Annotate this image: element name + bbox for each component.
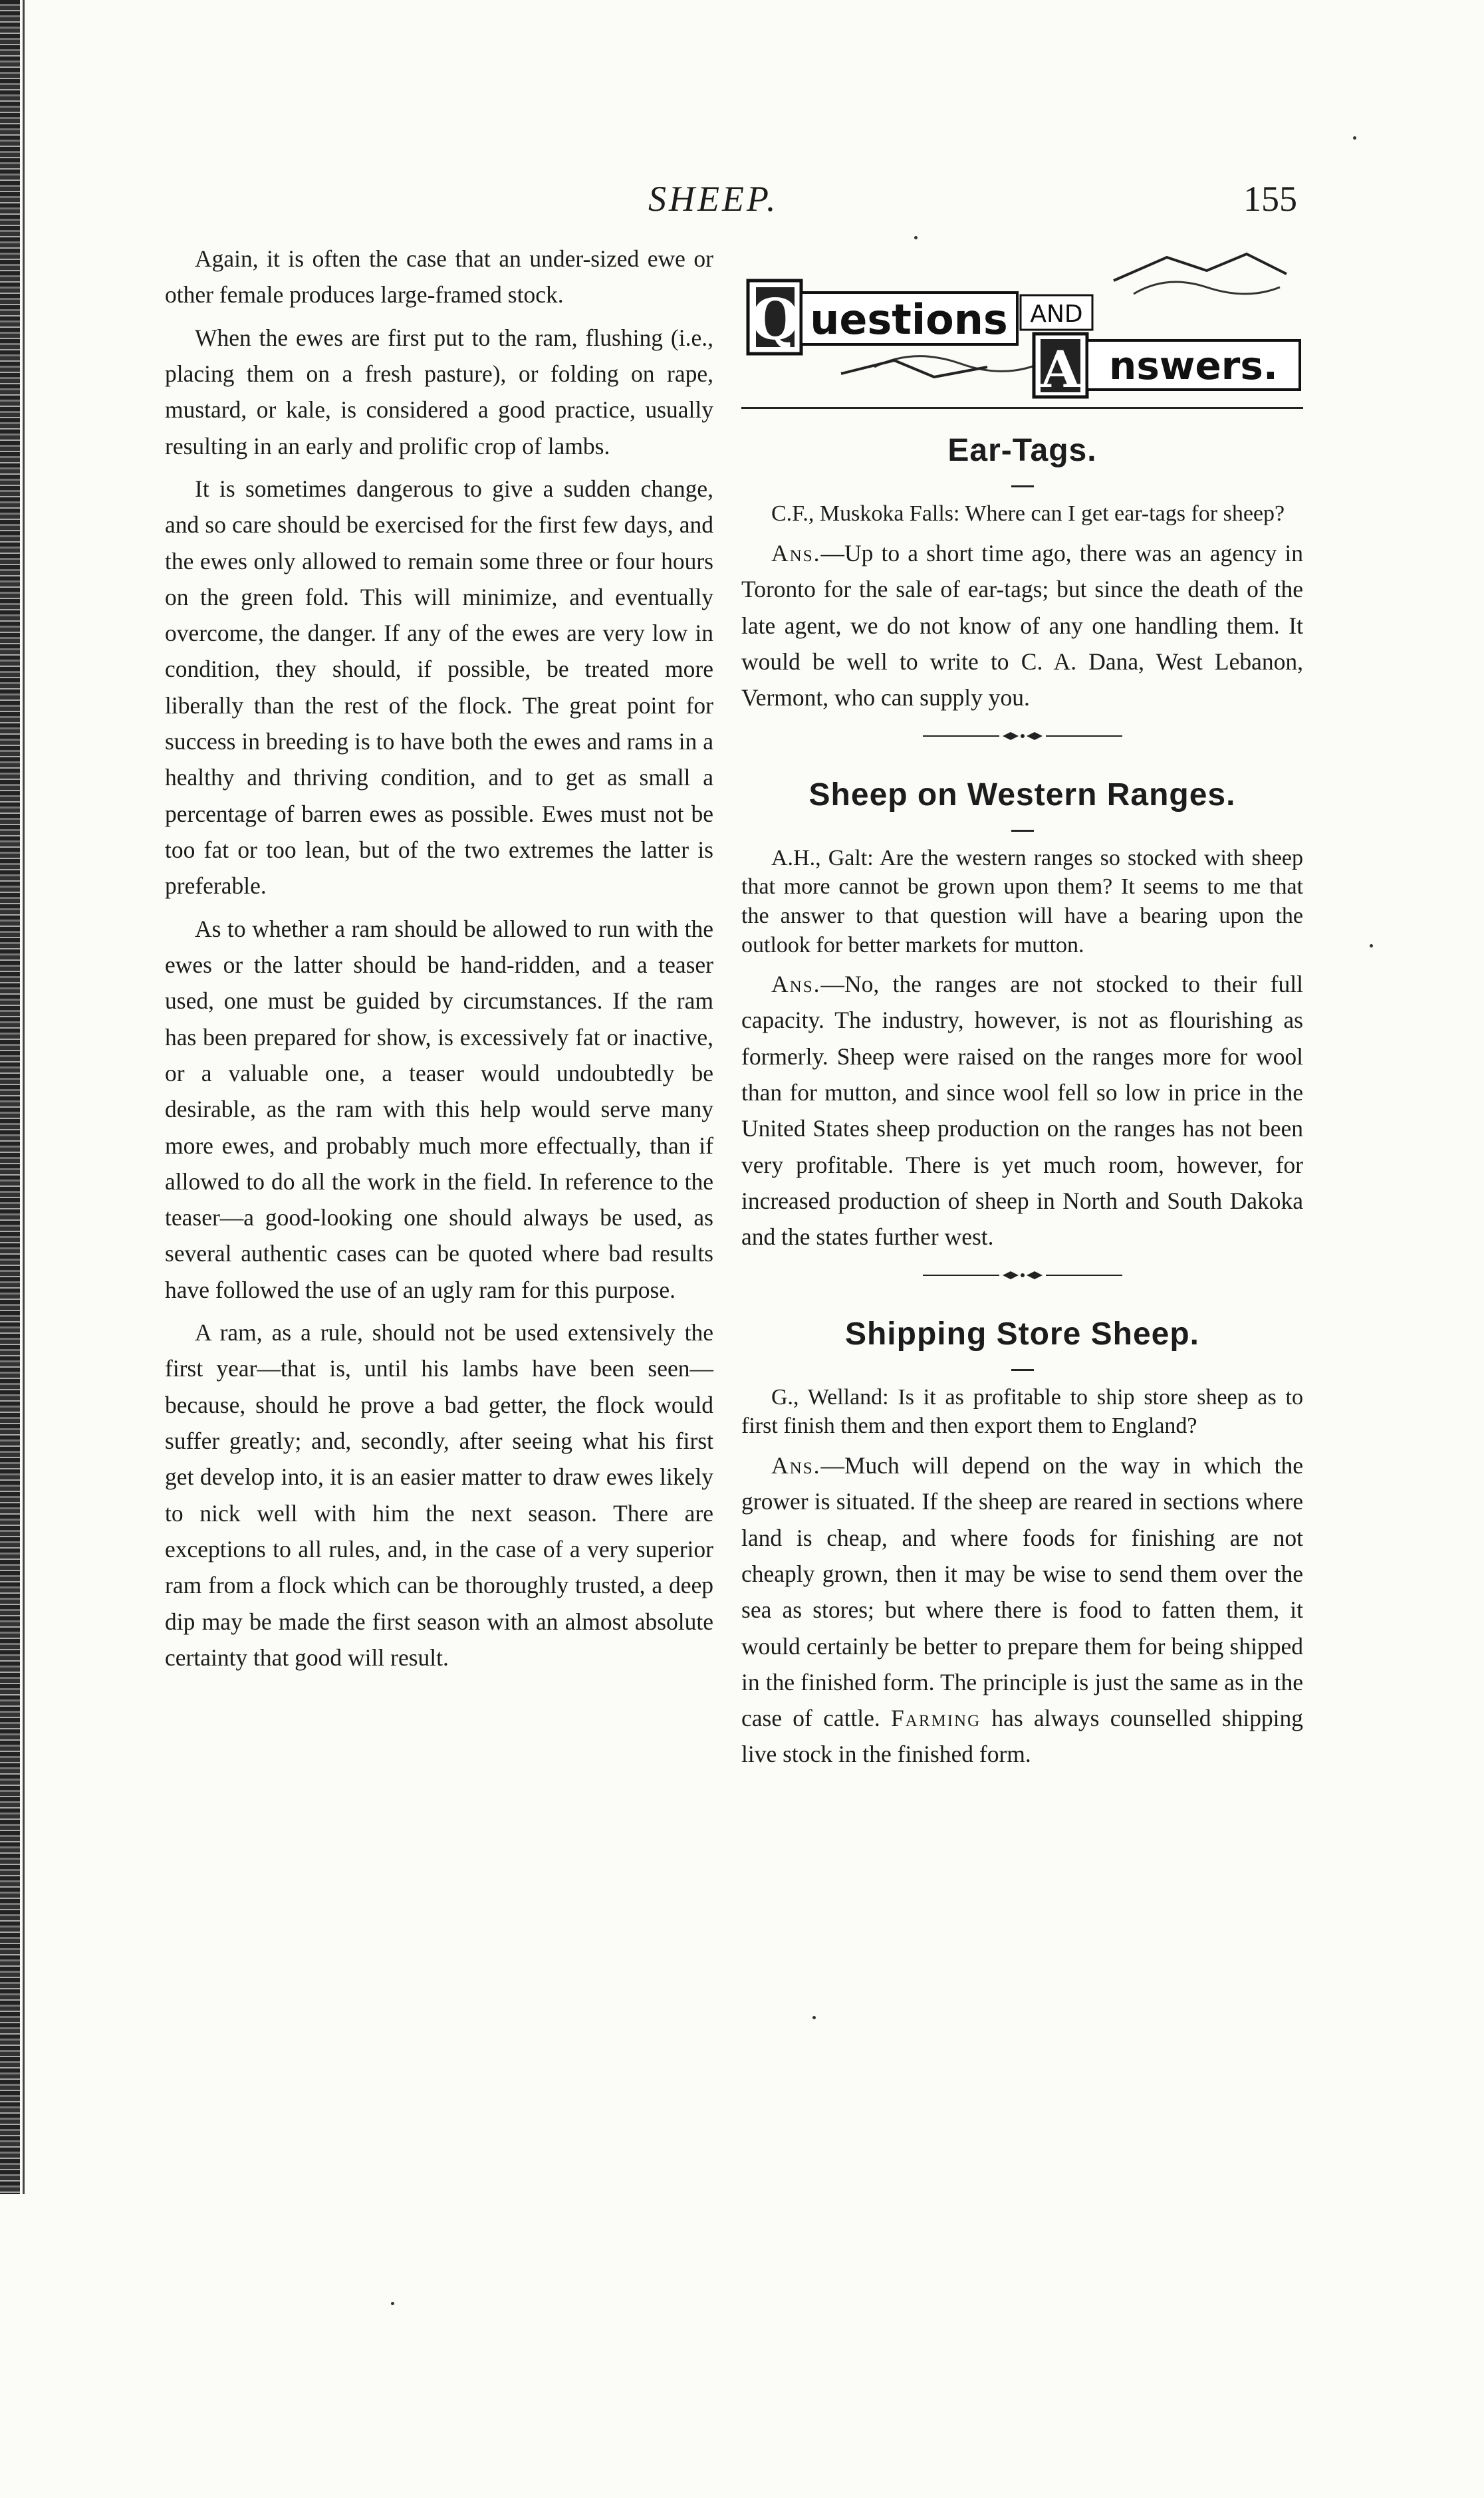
page-binding-edge bbox=[0, 0, 20, 2194]
running-head-title: SHEEP. bbox=[648, 179, 779, 219]
paragraph: As to whether a ram should be allowed to run with the ewes or the latter should be hand-ridden, and a teaser used, one must be guided by circumstances. If the ram has been prepared for show, is excessively fat or inactive, or a valuable one, a teaser would undoubtedly be desirable, as the ram with this help would serve many more ewes, and probably much more effectually, than if allowed to do all the work in the field. In reference to the teaser—a good-looking one should always be used, as several authentic cases can be quoted where bad results have followed the use of an ugly ram for this purpose. bbox=[165, 915, 713, 1303]
print-speck bbox=[1353, 136, 1356, 140]
title-dash bbox=[1011, 485, 1034, 487]
title-dash bbox=[1011, 1369, 1034, 1371]
question-from: C.F., Muskoka Falls: bbox=[771, 501, 960, 527]
answer-label: Ans. bbox=[771, 971, 821, 998]
section-ornament bbox=[741, 1267, 1303, 1283]
right-column bbox=[741, 241, 1303, 1779]
section-western-ranges bbox=[741, 771, 1303, 1255]
print-speck bbox=[812, 2016, 816, 2019]
paragraph: It is sometimes dangerous to give a sudden change, and so care should be exercised for the first few days, and the ewes only allowed to remain some three or four hours on the green fold. This will minimize, and eventually overcome, the danger. If any of the ewes are very low in condition, they should, if possible, be treated more liberally than the rest of the flock. The great point for success in breeding is to have both the ewes and rams in a healthy and thriving condition, and to get as small a percentage of barren ewes as possible. Ewes must not be too fat or too lean, but of the two extremes the latter is preferable. bbox=[165, 475, 713, 900]
ornament-rule-icon bbox=[923, 728, 1122, 744]
paragraph: When the ewes are first put to the ram, flushing (i.e., placing them on a fresh pasture), or folding on rape, mustard, or kale, is considered a good practice, usually resulting in an early and prolific crop of lambs. bbox=[165, 324, 713, 459]
banner-word-answers: nswers. bbox=[1109, 343, 1278, 388]
answer-label: Ans. bbox=[771, 1451, 821, 1479]
print-speck bbox=[914, 236, 918, 239]
banner-rule bbox=[741, 407, 1303, 409]
section-title: Shipping Store Sheep. bbox=[844, 1316, 1200, 1352]
question-text: Is it as profitable to ship store sheep as to first finish them and then export them to England? bbox=[741, 1384, 1304, 1439]
questions-and-answers-banner bbox=[741, 241, 1303, 400]
print-speck bbox=[1370, 944, 1373, 947]
question bbox=[741, 499, 1303, 529]
answer bbox=[741, 535, 1303, 716]
banner-q-initial: Q bbox=[751, 287, 800, 352]
section-shipping-store-sheep bbox=[741, 1310, 1303, 1773]
question-from: A.H., Galt: bbox=[771, 845, 874, 870]
ornament-rule-icon bbox=[923, 1267, 1122, 1283]
print-speck bbox=[391, 2302, 394, 2305]
paragraph: Again, it is often the case that an under-sized ewe or other female produces large-framed stock. bbox=[165, 245, 713, 309]
paragraph: A ram, as a rule, should not be used extensively the first year—that is, until his lambs have been seen—because, should he prove a bad getter, the flock would suffer greatly; and, secondly, after seeing what his first get develop into, it is an easier matter to draw ewes likely to nick well with him the next season. There are exceptions to all rules, and, in the case of a very superior ram from a flock which can be thoroughly trusted, a deep dip may be made the first season with an almost absolute certainty that good will result. bbox=[165, 1319, 713, 1671]
section-title: Sheep on Western Ranges. bbox=[808, 777, 1236, 812]
answer-smallcaps: Farming bbox=[891, 1705, 981, 1732]
banner-word-questions: uestions bbox=[810, 295, 1008, 344]
left-column bbox=[165, 241, 713, 1682]
question bbox=[741, 844, 1303, 959]
running-head bbox=[0, 178, 1484, 225]
banner-illustration bbox=[741, 241, 1303, 400]
section-title: Ear-Tags. bbox=[947, 433, 1097, 468]
answer-text-end: has always counselled shipping live stock in the finished form. bbox=[741, 1705, 1304, 1768]
banner-and: AND bbox=[1030, 301, 1083, 328]
question bbox=[741, 1383, 1303, 1441]
answer-text: —Much will depend on the way in which the grower is situated. If the sheep are reared in sections where land is cheap, and where foods for finishing are not cheaply grown, then it may be wise to send them over the sea as stores; but where there is food to fatten them, it would certainly be better to prepare them for being shipped in the finished form. The principle is just the same as in the case of cattle. bbox=[741, 1451, 1303, 1732]
banner-a-initial: A bbox=[1041, 340, 1080, 399]
question-text: Where can I get ear-tags for sheep? bbox=[965, 501, 1285, 527]
answer-label: Ans. bbox=[771, 539, 821, 566]
answer-text: —No, the ranges are not stocked to their full capacity. The industry, however, is not as flourishing as formerly. Sheep were raised on the ranges more for wool than for mutton, and since wool fell so low in price in the United States sheep production on the ranges has not been very profitable. There is yet much room, however, for increased production of sheep in North and South Dakoka and the states further west. bbox=[741, 971, 1303, 1251]
question-text: Are the western ranges so stocked with sheep that more cannot be grown upon them? It seems to me that the answer to that question will have a bearing upon the outlook for better markets for mutton. bbox=[741, 845, 1304, 957]
answer bbox=[741, 1447, 1303, 1773]
section-ornament bbox=[741, 728, 1303, 744]
answer bbox=[741, 966, 1303, 1255]
section-ear-tags bbox=[741, 426, 1303, 716]
question-from: G., Welland: bbox=[771, 1384, 889, 1410]
page-number: 155 bbox=[1243, 179, 1297, 219]
binding-line bbox=[23, 0, 25, 2194]
title-dash bbox=[1011, 830, 1034, 832]
answer-text: —Up to a short time ago, there was an agency in Toronto for the sale of ear-tags; but since the death of the late agent, we do not know of any one handling them. It would be well to write to C. A. Dana, West Lebanon, Vermont, who can supply you. bbox=[741, 539, 1303, 711]
